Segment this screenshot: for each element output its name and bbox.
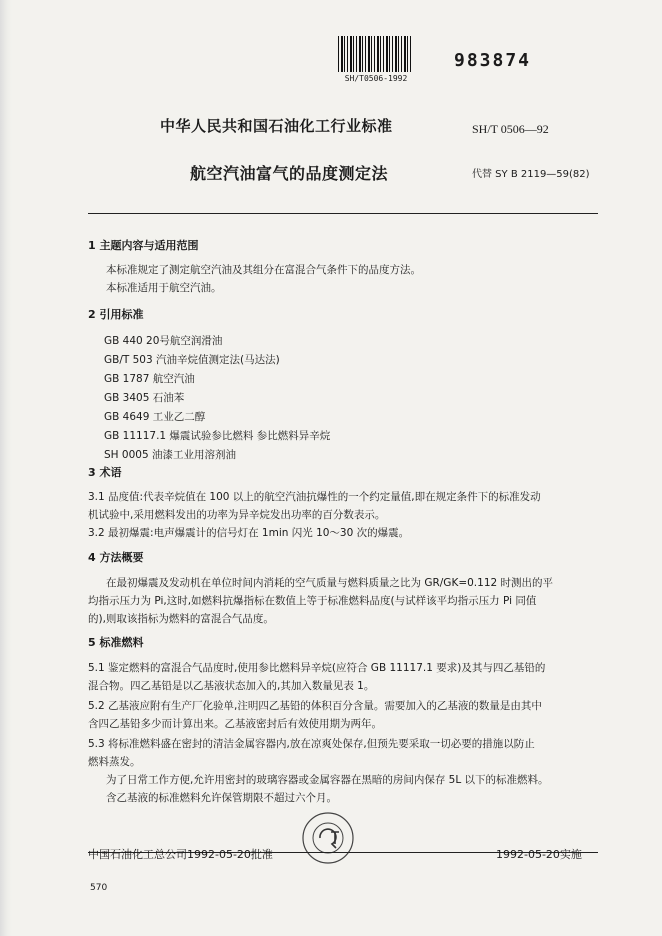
barcode (338, 36, 412, 72)
section-5-paragraph: 5.1 鉴定燃料的富混合气品度时,使用参比燃料异辛烷(应符合 GB 11117.1 要求)及其与四乙基铅的 (88, 662, 546, 674)
section-4-paragraph: 的),则取该指标为燃料的富混合气品度。 (88, 613, 274, 625)
replaces-note: 代替 SY B 2119—59(82) (472, 169, 590, 180)
section-5-heading: 5 标准燃料 (88, 636, 144, 649)
reference-item: GB 1787 航空汽油 (104, 373, 195, 385)
standard-code: SH/T 0506—92 (472, 122, 549, 136)
section-5-paragraph: 含四乙基铅多少而计算出来。乙基液密封后有效使用期为两年。 (88, 718, 382, 730)
scan-edge (0, 0, 12, 936)
reference-item: SH 0005 油漆工业用溶剂油 (104, 449, 236, 461)
section-5-paragraph: 混合物。四乙基铅是以乙基液状态加入的,其加入数量见表 1。 (88, 680, 375, 692)
standards-stamp (298, 810, 358, 866)
section-3-paragraph: 机试验中,采用燃料发出的功率为异辛烷发出功率的百分数表示。 (88, 509, 386, 521)
reference-item: GB 3405 石油苯 (104, 392, 185, 404)
section-5-paragraph: 5.2 乙基液应附有生产厂化验单,注明四乙基铅的体积百分含量。需要加入的乙基液的数量是由其中 (88, 700, 542, 712)
section-3-paragraph: 3.2 最初爆震:电声爆震计的信号灯在 1min 闪光 10～30 次的爆震。 (88, 527, 410, 539)
implementation-date: 1992-05-20实施 (496, 848, 582, 861)
barcode-text: SH/T0506-1992 (344, 74, 408, 83)
document-number: 983874 (454, 50, 532, 71)
reference-item: GB 4649 工业乙二醇 (104, 411, 206, 423)
standard-title: 中华人民共和国石油化工行业标准 (160, 117, 393, 135)
section-5-paragraph: 为了日常工作方便,允许用密封的玻璃容器或金属容器在黑暗的房间内保存 5L 以下的标准燃料。 (106, 774, 549, 786)
reference-item: GB 11117.1 爆震试验参比燃料 参比燃料异辛烷 (104, 430, 331, 442)
section-5-paragraph: 5.3 将标准燃料盛在密封的清洁金属容器内,放在凉爽处保存,但预先要采取一切必要的措施以防止 (88, 738, 535, 750)
section-4-paragraph: 均指示压力为 Pi,这时,如燃料抗爆指标在数值上等于标准燃料品度(与试样该平均指示压力 Pi 同值 (88, 595, 537, 607)
section-4-paragraph: 在最初爆震及发动机在单位时间内消耗的空气质量与燃料质量之比为 GR/GK=0.112 时测出的平 (106, 577, 554, 589)
reference-item: GB 440 20号航空润滑油 (104, 335, 223, 347)
section-5-paragraph: 含乙基液的标准燃料允许保管期限不超过六个月。 (106, 792, 337, 804)
section-1-paragraph: 本标准规定了测定航空汽油及其组分在富混合气条件下的品度方法。 (106, 264, 421, 276)
section-1-paragraph: 本标准适用于航空汽油。 (106, 282, 222, 294)
approval-date: 中国石油化工总公司1992-05-20批准 (88, 848, 273, 861)
section-3-paragraph: 3.1 品度值:代表辛烷值在 100 以上的航空汽油抗爆性的一个约定量值,即在规定条件下的标准发动 (88, 491, 541, 503)
section-1-heading: 1 主题内容与适用范围 (88, 239, 199, 252)
section-5-paragraph: 燃料蒸发。 (88, 756, 141, 768)
reference-item: GB/T 503 汽油辛烷值测定法(马达法) (104, 354, 280, 366)
section-3-heading: 3 术语 (88, 466, 122, 479)
top-rule (88, 213, 598, 214)
document-title: 航空汽油富气的品度测定法 (190, 164, 389, 183)
page-number: 570 (90, 883, 108, 893)
section-2-heading: 2 引用标准 (88, 308, 144, 321)
section-4-heading: 4 方法概要 (88, 551, 144, 564)
